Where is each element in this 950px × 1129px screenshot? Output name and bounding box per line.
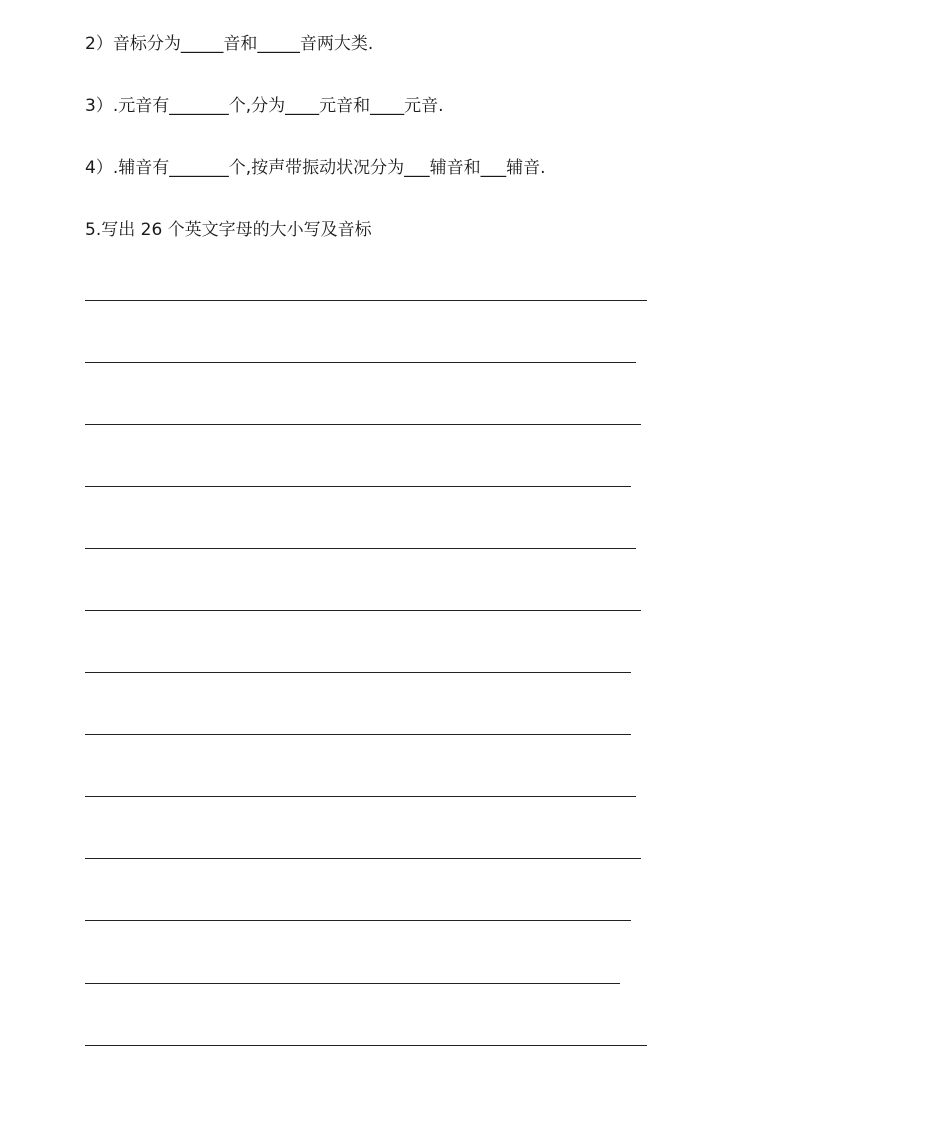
answer-line[interactable] [85,362,636,363]
answer-line[interactable] [85,858,641,859]
answer-line[interactable] [85,796,636,797]
answer-line[interactable] [85,486,631,487]
answer-line[interactable] [85,548,636,549]
answer-line[interactable] [85,920,631,921]
answer-line[interactable] [85,734,631,735]
answer-line[interactable] [85,672,631,673]
question-3-vowels: 3）.元音有_______个,分为____元音和____元音. [85,96,444,116]
question-5-alphabet-instruction: 5.写出 26 个英文字母的大小写及音标 [85,220,372,240]
question-4-consonants: 4）.辅音有_______个,按声带振动状况分为___辅音和___辅音. [85,158,546,178]
answer-line[interactable] [85,300,647,301]
answer-line[interactable] [85,983,620,984]
answer-line[interactable] [85,424,641,425]
answer-line[interactable] [85,610,641,611]
question-2-phonetic-categories: 2）音标分为_____音和_____音两大类. [85,34,374,54]
answer-line[interactable] [85,1045,647,1046]
